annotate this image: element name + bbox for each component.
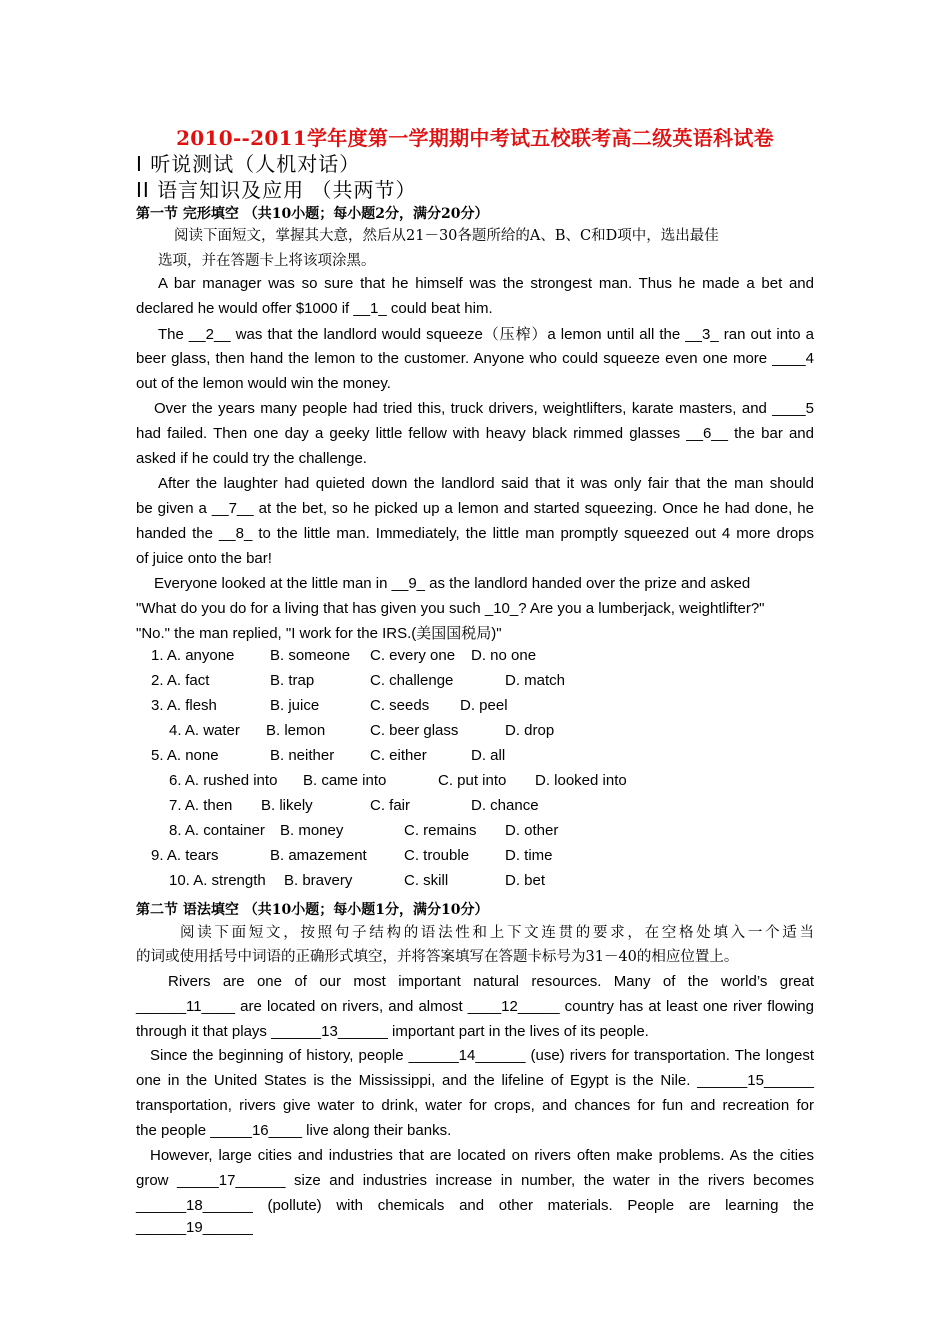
passage-line: the people _____16____ live along their banks. [136, 1122, 452, 1139]
exam-title: 2010--2011学年度第一学期期中考试五校联考高二级英语科试卷 [176, 126, 774, 150]
option-7-B: B. likely [261, 797, 313, 814]
option-9-D: D. time [505, 847, 553, 864]
passage-line: Rivers are one of our most important natural resources. Many of the world’s great [168, 973, 814, 990]
passage-line: declared he would offer $1000 if __1_ could beat him. [136, 300, 493, 317]
passage-line: out of the lemon would win the money. [136, 375, 391, 392]
section-2-instruction: 阅读下面短文，按照句子结构的语法性和上下文连贯的要求，在空格处填入一个适当 [180, 925, 814, 941]
option-8-D: D. other [505, 822, 559, 839]
passage-line: transportation, rivers give water to drink, water for crops, and chances for fun and recreation for [136, 1097, 814, 1114]
option-1-A: 1. A. anyone [151, 647, 235, 664]
option-9-A: 9. A. tears [151, 847, 219, 864]
passage-line: of juice onto the bar! [136, 550, 272, 567]
passage-line: grow _____17______ size and industries increase in number, the water in the rivers becomes [136, 1172, 814, 1189]
passage-line: Over the years many people had tried this, truck drivers, weightlifters, karate masters, and ____5 [154, 400, 814, 417]
section-1-heading: 第一节 完形填空 （共10小题；每小题2分，满分20分） [136, 206, 489, 222]
option-10-A: 10. A. strength [169, 872, 266, 889]
option-8-C: C. remains [404, 822, 477, 839]
section-2-instruction-cont: 的词或使用括号中词语的正确形式填空，并将答案填写在答题卡标号为31－40的相应位置上。 [136, 949, 739, 965]
option-8-B: B. money [280, 822, 344, 839]
option-2-D: D. match [505, 672, 566, 689]
passage-line: Since the beginning of history, people ______14______ (use) rivers for transportation. The longest [150, 1047, 814, 1064]
passage-line: ______18______ (pollute) with chemicals and other materials. People are learning the ______19______ [136, 1197, 814, 1236]
passage-line: ______11____ are located on rivers, and almost ____12_____ country has at least one river flowing [136, 998, 814, 1015]
option-2-A: 2. A. fact [151, 672, 210, 689]
section-1-instruction: 阅读下面短文，掌握其大意，然后从21－30各题所给的A、B、C和D项中，选出最佳 [174, 228, 719, 244]
passage-line: had failed. Then one day a geeky little fellow with heavy black rimmed glasses __6__ the bar and [136, 425, 814, 442]
option-1-B: B. someone [270, 647, 351, 664]
passage-line: Everyone looked at the little man in __9_ as the landlord handed over the prize and asked [154, 575, 751, 592]
part-1-heading: I 听说测试（人机对话） [136, 152, 361, 176]
option-4-B: B. lemon [266, 722, 326, 739]
passage-line: A bar manager was so sure that he himself was the strongest man. Thus he made a bet and [158, 275, 814, 292]
passage-line: one in the United States is the Mississippi, and the lifeline of Egypt is the Nile. ______15______ [136, 1072, 814, 1089]
section-1-instruction-cont: 选项，并在答题卡上将该项涂黑。 [158, 253, 376, 269]
part-2-heading: II 语言知识及应用 （共两节） [136, 178, 417, 202]
passage-line: After the laughter had quieted down the landlord said that it was only fair that the man should [158, 475, 814, 492]
option-4-A: 4. A. water [169, 722, 240, 739]
option-6-A: 6. A. rushed into [169, 772, 278, 789]
option-9-B: B. amazement [270, 847, 367, 864]
option-4-C: C. beer glass [370, 722, 459, 739]
section-2-heading: 第二节 语法填空 （共10小题；每小题1分，满分10分） [136, 902, 489, 918]
option-6-D: D. looked into [535, 772, 627, 789]
passage-line: asked if he could try the challenge. [136, 450, 367, 467]
option-6-C: C. put into [438, 772, 507, 789]
passage-line: "What do you do for a living that has given you such _10_? Are you a lumberjack, weightlifter?" [136, 600, 765, 617]
passage-line: beer glass, then hand the lemon to the customer. Anyone who could squeeze even one more ____4 [136, 350, 814, 367]
option-10-D: D. bet [505, 872, 546, 889]
option-4-D: D. drop [505, 722, 555, 739]
option-7-D: D. chance [471, 797, 539, 814]
option-7-A: 7. A. then [169, 797, 233, 814]
option-3-A: 3. A. flesh [151, 697, 217, 714]
option-1-C: C. every one [370, 647, 456, 664]
passage-line: "No." the man replied, "I work for the IRS.(美国国税局)" [136, 625, 502, 642]
option-3-D: D. peel [460, 697, 508, 714]
option-5-D: D. all [471, 747, 506, 764]
option-1-D: D. no one [471, 647, 537, 664]
option-2-B: B. trap [270, 672, 315, 689]
option-5-A: 5. A. none [151, 747, 219, 764]
option-10-C: C. skill [404, 872, 449, 889]
option-3-C: C. seeds [370, 697, 430, 714]
passage-line: handed the __8_ to the little man. Immediately, the little man promptly squeezed out 4 more drops [136, 525, 814, 542]
passage-line: The __2__ was that the landlord would squeeze（压榨）a lemon until all the __3_ ran out into a [158, 326, 814, 343]
option-7-C: C. fair [370, 797, 411, 814]
option-5-C: C. either [370, 747, 427, 764]
passage-line: through it that plays ______13______ important part in the lives of its people. [136, 1023, 649, 1040]
option-10-B: B. bravery [284, 872, 353, 889]
option-8-A: 8. A. container [169, 822, 265, 839]
option-5-B: B. neither [270, 747, 335, 764]
option-6-B: B. came into [303, 772, 387, 789]
option-2-C: C. challenge [370, 672, 454, 689]
passage-line: However, large cities and industries that are located on rivers often make problems. As the cities [150, 1147, 814, 1164]
option-9-C: C. trouble [404, 847, 470, 864]
passage-line: be given a __7__ at the bet, so he picked up a lemon and started squeezing. Once he had done, he [136, 500, 814, 517]
option-3-B: B. juice [270, 697, 320, 714]
